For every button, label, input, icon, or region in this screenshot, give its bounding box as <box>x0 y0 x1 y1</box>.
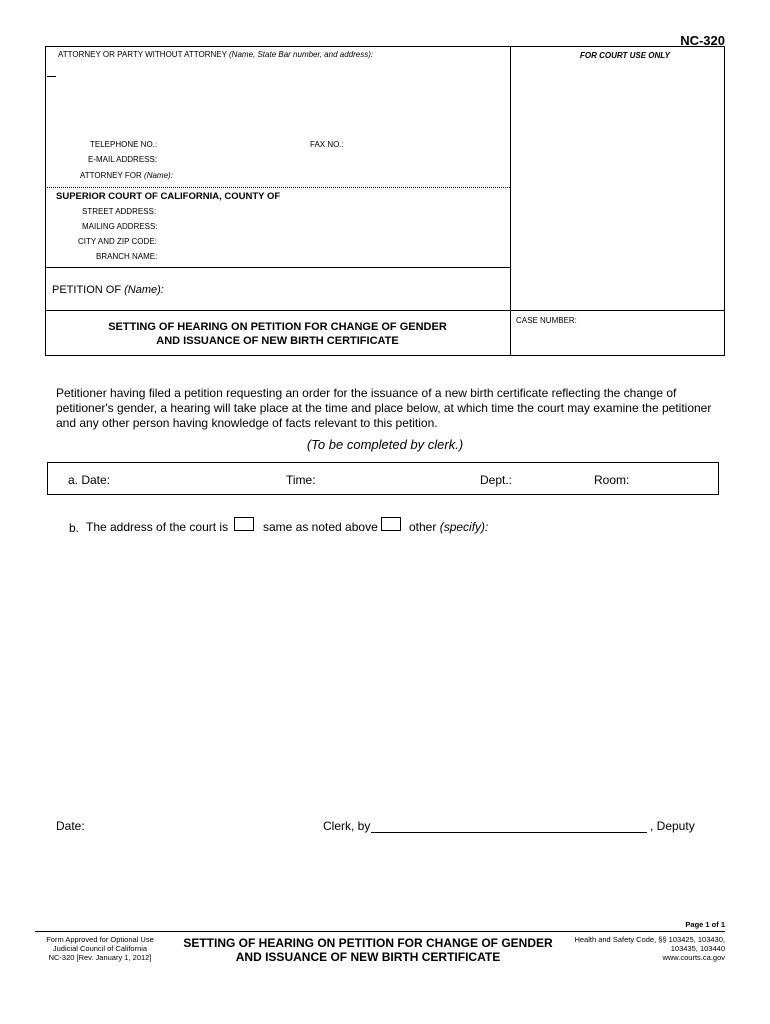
city-zip-label: CITY AND ZIP CODE: <box>78 237 157 246</box>
form-number: NC-320 <box>680 33 725 48</box>
instructions-text: Petitioner having filed a petition requesting an order for the issuance of a new birth certificate reflecting the change of petitioner's gender, a hearing will take place at the time and place below, at which time the court may examine the petitioner and any other person having knowledge of facts relevant to this petition. <box>56 386 712 430</box>
page-number: Page 1 of 1 <box>685 920 725 929</box>
street-address-label: STREET ADDRESS: <box>82 207 157 216</box>
deputy-label: , Deputy <box>650 819 695 833</box>
address-item-marker: b. <box>69 521 80 535</box>
same-address-label: same as noted above <box>263 520 378 534</box>
attorney-entry-mark <box>47 76 56 77</box>
other-address-label: other (specify): <box>409 520 489 534</box>
attorney-for-label: ATTORNEY FOR (Name): <box>80 171 173 180</box>
petition-separator <box>45 267 510 268</box>
other-address-checkbox[interactable] <box>381 517 401 531</box>
court-title: SUPERIOR COURT OF CALIFORNIA, COUNTY OF <box>56 191 281 202</box>
attorney-label: ATTORNEY OR PARTY WITHOUT ATTORNEY (Name, State Bar number, and address): <box>58 50 374 59</box>
address-text: The address of the court is <box>86 520 229 534</box>
telephone-label: TELEPHONE NO.: <box>90 140 158 149</box>
footer-form-approval: Form Approved for Optional Use Judicial Council of California NC-320 [Rev. January 1, 2012] <box>46 935 154 962</box>
footer-rule <box>35 931 725 932</box>
branch-name-label: BRANCH NAME: <box>96 252 158 261</box>
hearing-date-label: a. Date: <box>68 473 111 487</box>
signature-date-label: Date: <box>56 819 85 833</box>
mailing-address-label: MAILING ADDRESS: <box>82 222 158 231</box>
same-address-checkbox[interactable] <box>234 517 254 531</box>
petition-of-label: PETITION OF (Name): <box>52 284 164 296</box>
title-separator <box>45 310 725 311</box>
footer-title: SETTING OF HEARING ON PETITION FOR CHANGE OF GENDER AND ISSUANCE OF NEW BIRTH CERTIFICATE <box>183 936 553 964</box>
hearing-dept-label: Dept.: <box>480 473 513 487</box>
court-use-label: FOR COURT USE ONLY <box>580 51 670 60</box>
case-number-label: CASE NUMBER: <box>516 316 577 325</box>
hearing-time-label: Time: <box>286 473 316 487</box>
court-separator <box>45 187 510 189</box>
footer-citation: Health and Safety Code, §§ 103425, 103430, 103435, 103440 www.courts.ca.gov <box>574 935 725 962</box>
clerk-instruction: (To be completed by clerk.) <box>306 437 464 452</box>
hearing-room-label: Room: <box>594 473 630 487</box>
fax-label: FAX NO.: <box>310 140 344 149</box>
form-title: SETTING OF HEARING ON PETITION FOR CHANGE OF GENDER AND ISSUANCE OF NEW BIRTH CERTIFICATE <box>108 321 447 347</box>
clerk-signature-line[interactable] <box>371 832 647 833</box>
clerk-by-label: Clerk, by <box>323 819 371 833</box>
email-label: E-MAIL ADDRESS: <box>88 155 158 164</box>
